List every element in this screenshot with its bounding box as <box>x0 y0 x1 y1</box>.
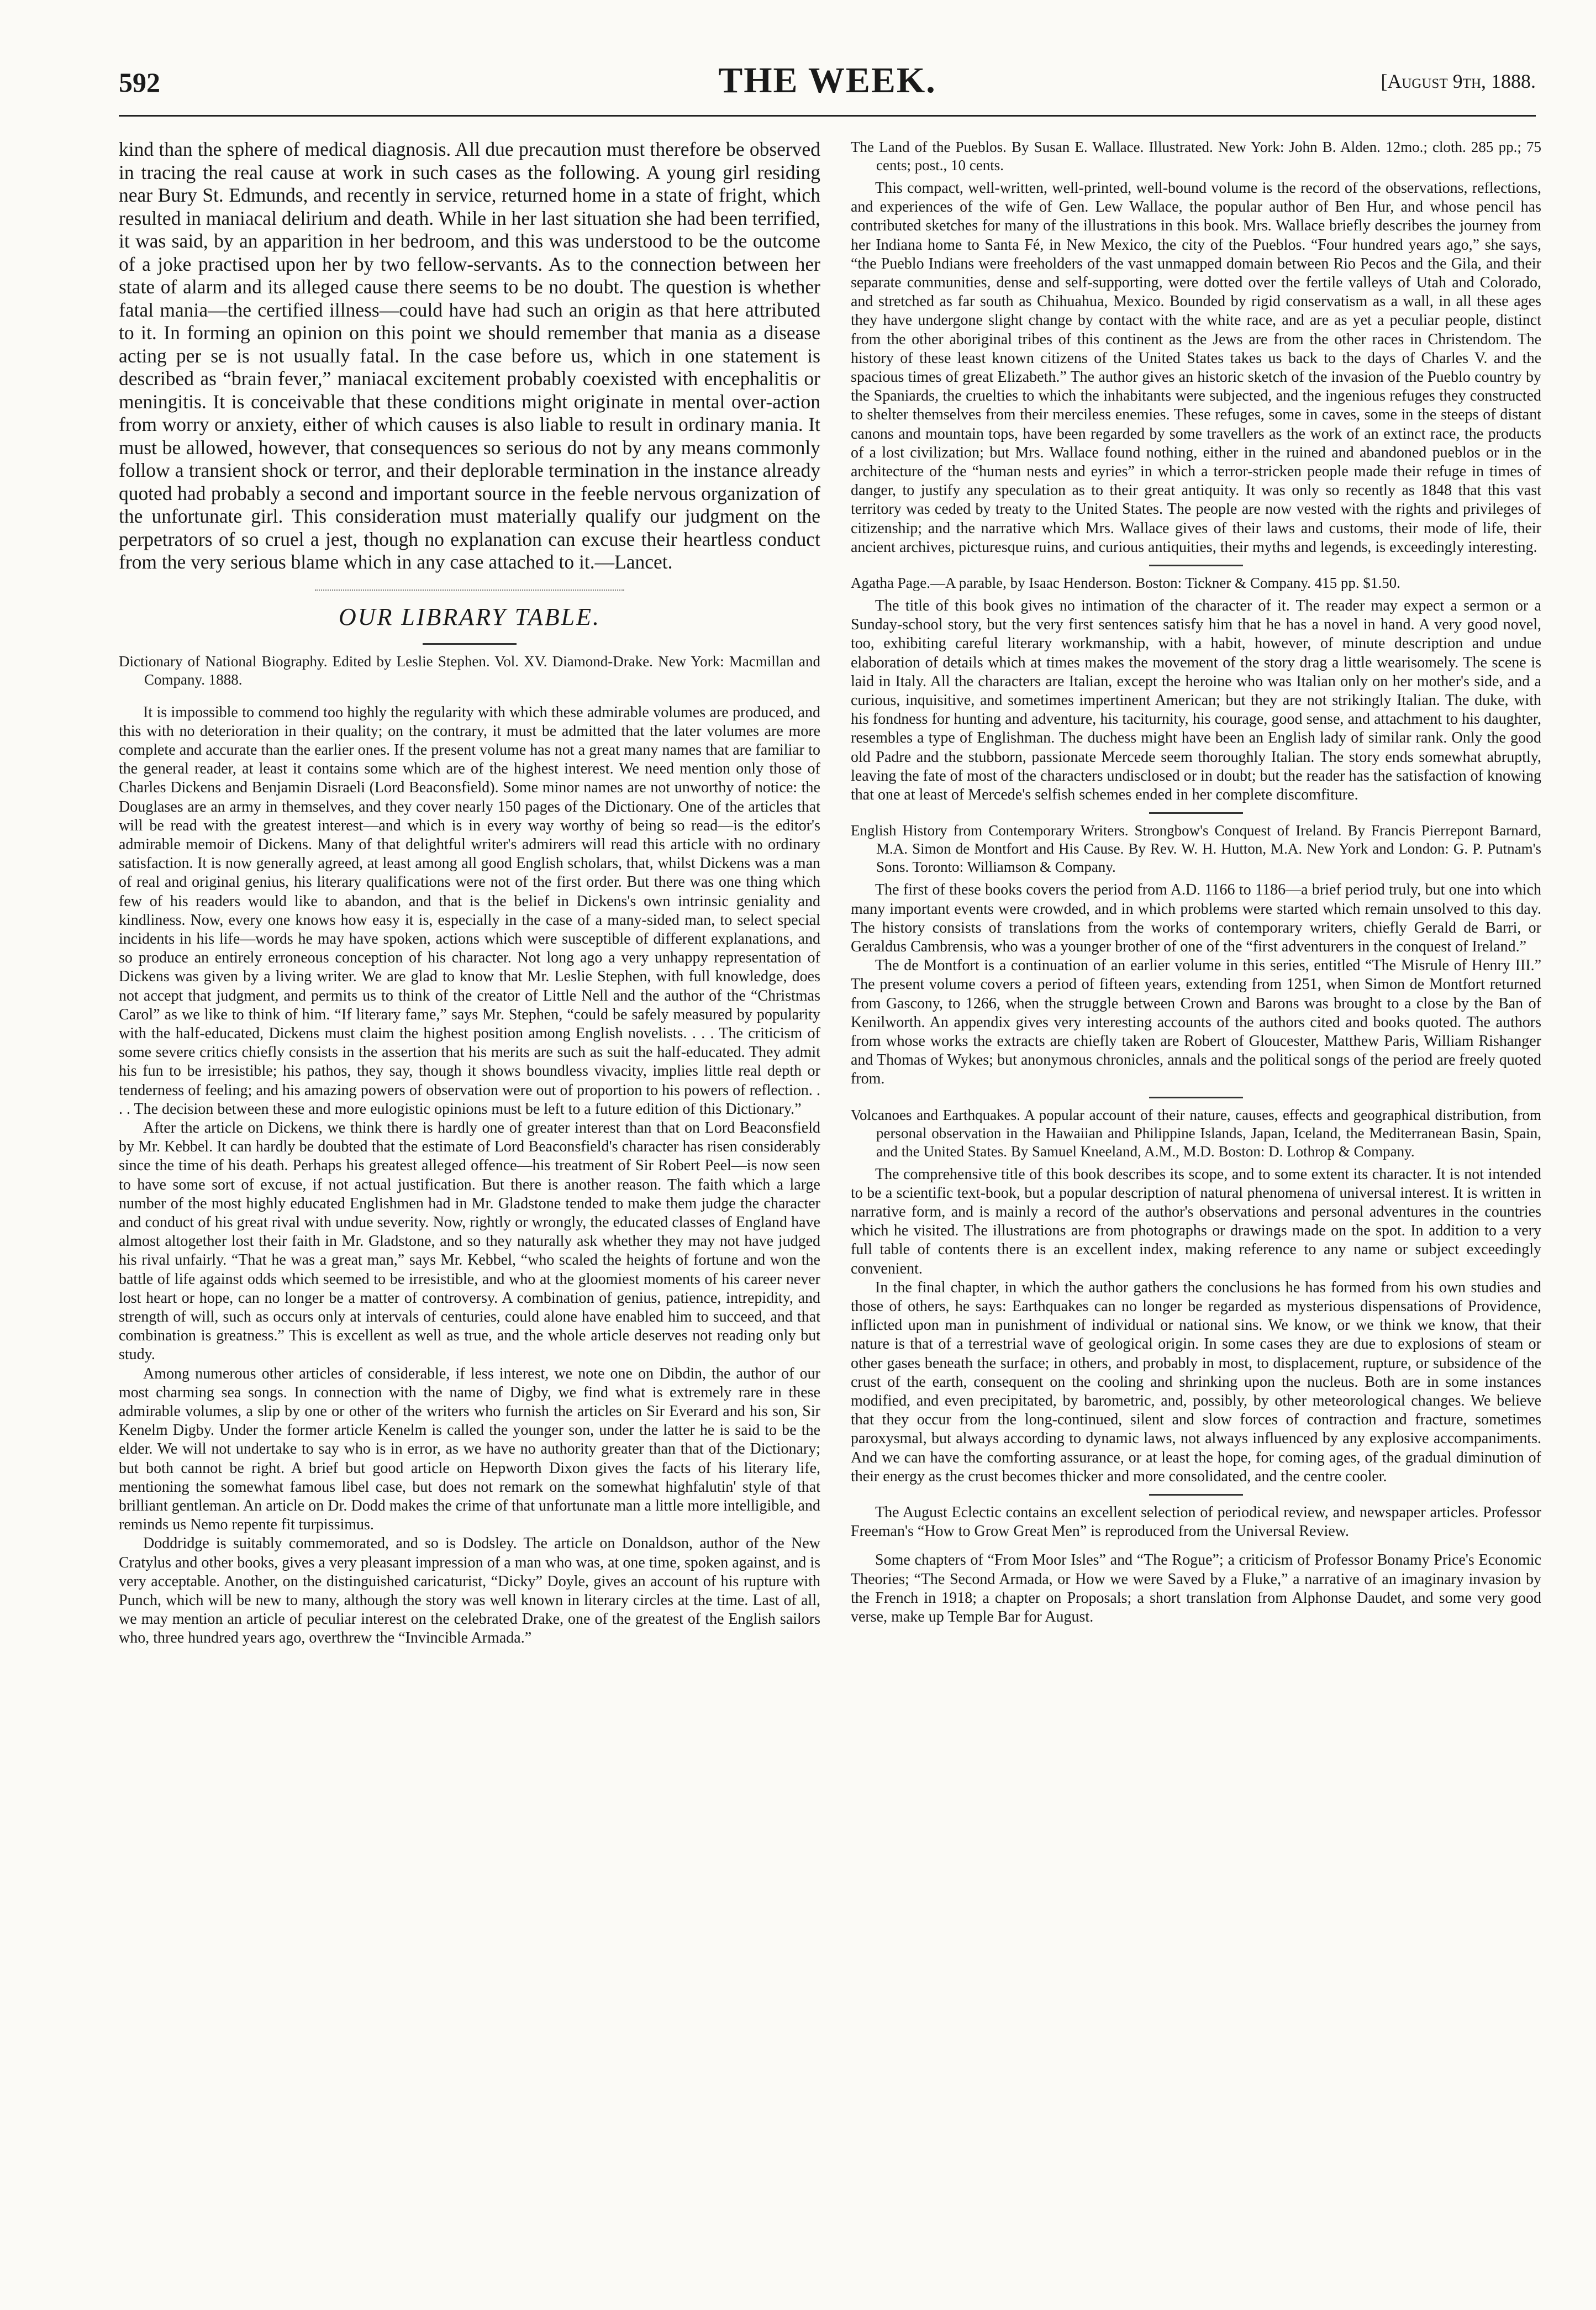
masthead: THE WEEK. <box>718 60 936 101</box>
issue-date: [August 9th, 1888. <box>1381 70 1536 92</box>
review-paragraph: After the article on Dickens, we think there is hardly one of greater interest than that on Lord Beaconsfield by Mr. Kebbel. It can hardly be doubted that the estimate of Lord Beaconsfield's character has risen considerably since the time of his death. Perhaps his greatest alleged offence—his treatment of Sir Robert Peel—is now seen to have some sort of excuse, if not actual justification. But there is another reason. The faith which a large number of the most highly educated Englishmen had in Mr. Gladstone tended to make them judge the character and conduct of his great rival with undue severity. Now, rightly or wrongly, the educated classes of England have almost altogether lost their faith in Mr. Gladstone, and so they naturally ask whether they may not have judged his rival unfairly. “That he was a great man,” says Mr. Kebbel, “who scaled the heights of fortune and won the battle of life against odds which seemed to be irresistible, and who at the gloomiest moments of his career never lost heart or hope, can no longer be a matter of controversy. A combination of genius, patience, intrepidity, and strength of will, such as occurs only at intervals of centuries, could alone have enabled him to succeed, and that combination is greatness.” This is excellent as well as true, and the whole article deserves not reading only but study. <box>119 1119 820 1364</box>
review-heading: Dictionary of National Biography. Edited by Leslie Stephen. Vol. XV. Diamond-Drake. New York: Macmillan and Company. 1888. <box>119 653 820 688</box>
review-paragraph: The first of these books covers the period from A.D. 1166 to 1186—a brief period truly, but one into which many important events were crowded, and in which problems were started which remain unsolved to this day. The history consists of translations from the works of contemporary writers, chiefly Gerald de Barri, or Geraldus Cambrensis, who was a younger brother of one of the “first adventurers in the conquest of Ireland.” <box>851 881 1541 955</box>
review-paragraph: This compact, well-written, well-printed, well-bound volume is the record of the observations, reflections, and experiences of the wife of Gen. Lew Wallace, the popular author of Ben Hur, and whose pencil has contributed sketches for many of the illustrations in this book. Mrs. Wallace briefly describes the journey from her Indiana home to Santa Fé, in New Mexico, the city of the Pueblos. “Four hundred years ago,” she says, “the Pueblo Indians were freeholders of the vast unmapped domain between Rio Pecos and the Gila, and their separate communities, dense and self-supporting, were dotted over the fertile valleys of Utah and Colorado, and stretched as far south as Chihuahua, Mexico. Bounded by rigid conservatism as a wall, in all these ages they have undergone slight change by contact with the white race, and are as yet a peculiar people, distinct from the other aboriginal tribes of this continent as the Jews are from the other races in Christendom. The history of these least known citizens of the United States takes us back to the days of Charles V. and the spacious times of great Elizabeth.” The author gives an historic sketch of the invasion of the Pueblo country by the Spaniards, the cruelties to which the inhabitants were subjected, and the ingenious refuges they constructed to shelter themselves from their merciless enemies. These refuges, some in caves, some in the steeps of distant canons and mountain tops, have been regarded by some travellers as the work of an extinct race, the products of a lost civilization; but Mrs. Wallace found nothing, either in the ruined and abandoned pueblos or in the architecture of the “human nests and eyries” in which a terror-stricken people made their refuge in times of danger, to justify any speculation as to their great antiquity. It was only so recently as 1848 that this vast territory was ceded by treaty to the United States. The people are now vested with the rights and privileges of citizenship; and the narrative which Mrs. Wallace gives of their laws and customs, their mode of life, their ancient archives, picturesque ruins, and curious antiquities, their myths and legends, is exceedingly interesting. <box>851 180 1541 556</box>
review-paragraph: The comprehensive title of this book describes its scope, and to some extent its character. It is not intended to be a scientific text-book, but a popular description of natural phenomena of universal interest. It is written in narrative form, and is mainly a record of the author's observations and personal adventures in the countries which he visited. The illustrations are from photographs or drawings made on the spot. In addition to a very full table of contents there is an excellent index, making reference to any name or subject exceedingly convenient. <box>851 1165 1541 1277</box>
review-paragraph: It is impossible to commend too highly the regularity with which these admirable volumes are produced, and this with no deterioration in their quality; on the contrary, it must be admitted that the later volumes are more complete and accurate than the earlier ones. If the present volume has not a great many names that are familiar to the general reader, at least it contains some which are of the highest interest. We need mention only those of Charles Dickens and Benjamin Disraeli (Lord Beaconsfield). Some minor names are not unworthy of notice: the Douglases are an army in themselves, and they cover nearly 150 pages of the Dictionary. One of the articles that will be read with the greatest interest—and which is in every way worthy of being so read—is the editor's admirable memoir of Dickens. Many of that delightful writer's admirers will read this article with no ordinary satisfaction. It is now generally agreed, at least among all good English scholars, that, whilst Dickens was a man of real and original genius, his literary qualifications were not of the first order. But there was one thing which few of his readers would like to abandon, and that is the belief in Dickens's own intrinsic geniality and kindliness. Now, every one knows how easy it is, especially in the case of a many-sided man, to select special incidents in his life—words he may have spoken, actions which were susceptible of different explanations, and so produce an entirely erroneous conception of his character. Not long ago a very unhappy representation of Dickens was given by a living writer. We are glad to know that Mr. Leslie Stephen, with full knowledge, does not accept that judgment, and permits us to think of the creator of Little Nell and the author of the “Christmas Carol” as we like to think of him. “If literary fame,” says Mr. Stephen, “could be safely measured by popularity with the half-educated, Dickens must claim the highest position among English novelists. . . . The criticism of some severe critics chiefly consists in the assertion that his merits are such as suit the half-educated. They admit his fun to be irresistible; his pathos, they say, though it shows boundless vivacity, implies little real depth or tenderness of feeling; and his amazing powers of observation were out of proportion to his powers of reflection. . . . The decision between these and more eulogistic opinions must be left to a future edition of this Dictionary.” <box>119 703 820 1118</box>
divider <box>315 590 624 591</box>
divider <box>423 643 517 645</box>
divider <box>1149 1494 1243 1496</box>
review-heading: The Land of the Pueblos. By Susan E. Wallace. Illustrated. New York: John B. Alden. 12mo.; cloth. 285 pp.; 75 cents; post., 10 cents. <box>851 139 1541 173</box>
magazine-note: Some chapters of “From Moor Isles” and “The Rogue”; a criticism of Professor Bonamy Price's Economic Theories; “The Second Armada, or How we were Saved by a Fluke,” a narrative of an imaginary invasion by the French in 1918; a chapter on Proposals; a short translation from Alphonse Daudet, and some very good verse, make up Temple Bar for August. <box>851 1551 1541 1625</box>
divider <box>1149 812 1243 814</box>
divider <box>1149 1097 1243 1098</box>
magazine-note: The August Eclectic contains an excellent selection of periodical review, and newspaper articles. Professor Freeman's “How to Grow Great Men” is reproduced from the Universal Review. <box>851 1503 1541 1540</box>
left-column <box>119 138 820 1648</box>
review-paragraph: Doddridge is suitably commemorated, and so is Dodsley. The article on Donaldson, author of the New Cratylus and other books, gives a very pleasant impression of a man who was, at one time, spoken against, and is very acceptable. Another, on the distinguished caricaturist, “Dicky” Doyle, gives an account of his rupture with Punch, which will be new to many, although the story was well known in literary circles at the time. Last of all, we may mention an article of peculiar interest on the celebrated Drake, one of the greatest of the English sailors who, three hundred years ago, overthrew the “Invincible Armada.” <box>119 1535 820 1647</box>
review-heading: English History from Contemporary Writers. Strongbow's Conquest of Ireland. By Francis Pierrepont Barnard, M.A. Simon de Montfort and His Cause. By Rev. W. H. Hutton, M.A. New York and London: G. P. Putnam's Sons. Toronto: Williamson & Company. <box>851 822 1541 876</box>
divider <box>1149 565 1243 566</box>
page-number: 592 <box>119 67 160 98</box>
page-header <box>119 60 1536 104</box>
lead-article-text: kind than the sphere of medical diagnosis. All due precaution must therefore be observed in tracing the real cause at work in such cases as the following. A young girl residing near Bury St. Edmunds, and recently in service, returned home in a state of fright, which resulted in maniacal delirium and death. While in her last situation she had been terrified, it was said, by an apparition in her bedroom, and this was understood to be the outcome of a joke practised upon her by two fellow-servants. As to the connection between her state of alarm and its alleged cause there seems to be no doubt. The question is whether fatal mania—the certified illness—could have had such an origin as that here attributed to it. In forming an opinion on this point we should remember that mania as a disease acting per se is not usually fatal. In the case before us, which in one statement is described as “brain fever,” maniacal excitement probably coexisted with encephalitis or meningitis. It is conceivable that these conditions might originate in mental over-action from worry or anxiety, either of which causes is also liable to result in ordinary mania. It must be allowed, however, that consequences so serious do not by any means commonly follow a transient shock or terror, and their deplorable termination in the instance already quoted had probably a second and important source in the feeble nervous organization of the unfortunate girl. This consideration must materially qualify our judgment on the perpetrators of so cruel a jest, though no explanation can excuse their heartless conduct from the very serious blame which in any case attached to it.—Lancet. <box>119 138 820 573</box>
right-column <box>851 138 1541 1627</box>
review-paragraph: Among numerous other articles of considerable, if less interest, we note one on Dibdin, the author of our most charming sea songs. In connection with the name of Digby, we find what is extremely rare in these admirable volumes, a slip by one or other of the writers who furnish the articles on Sir Everard and his son, Sir Kenelm Digby. Under the former article Kenelm is called the younger son, under the latter he is said to be the elder. We will not undertake to say who is in error, as we have no authority greater than that of the Dictionary; but both cannot be right. A brief but good article on Hepworth Dixon gives the facts of his literary life, mentioning the somewhat famous libel case, but does not remark on the somewhat highfalutin' style of that brilliant gentleman. An article on Dr. Dodd makes the crime of that unfortunate man a little more intelligible, and reminds us Nemo repente fit turpissimus. <box>119 1365 820 1534</box>
review-paragraph: The title of this book gives no intimation of the character of it. The reader may expect a sermon or a Sunday-school story, but the very first sentences satisfy him that he has a novel in hand. A very good novel, too, exhibiting careful literary workmanship, with a habit, however, of minute description and undue elaboration of details which at times makes the movement of the story drag a little wearisomely. The scene is laid in Italy. All the characters are Italian, except the heroine who was Italian only on her mother's side, and a curious, inquisitive, and sometimes impertinent American; but they are not strikingly Italian. The duke, with his fondness for hunting and adventure, his taciturnity, his courage, good sense, and attachment to his daughter, resembles a type of Englishman. The duchess might have been an English lady of similar rank. Only the good old Padre and the stubborn, passionate Mercede seem thoroughly Italian. The story ends somewhat abruptly, leaving the fate of most of the characters undisclosed or in doubt; but the reader has the satisfaction of knowing that one at least of Mercede's selfish schemes ended in her complete discomfiture. <box>851 597 1541 804</box>
header-rule <box>119 115 1536 117</box>
review-paragraph: In the final chapter, in which the author gathers the conclusions he has formed from his own studies and those of others, he says: Earthquakes can no longer be regarded as mysterious dispensations of Providence, inflicted upon man in punishment of individual or national sins. We know, or we think we know, that their nature is that of a terrestrial wave of geological origin. In some cases they are due to explosions of steam or other gases beneath the surface; in others, and probably in most, to displacement, rupture, or subsidence of the crust of the earth, consequent on the cooling and shrinking upon the nucleus. Both are in some instances modified, and even precipitated, by barometric, and, possibly, by other meteorological changes. We believe that they occur from the long-continued, silent and slow forces of contraction and fracture, sometimes paroxysmal, but always according to dynamic laws, not always influenced by any explosive accompaniments. And we can have the comforting assurance, or at least the hope, for coming ages, of the gradual diminution of their energy as the crust becomes thicker and more consolidated, and the centre cooler. <box>851 1278 1541 1485</box>
review-heading: Agatha Page.—A parable, by Isaac Henderson. Boston: Tickner & Company. 415 pp. $1.50. <box>851 575 1400 592</box>
review-paragraph: The de Montfort is a continuation of an earlier volume in this series, entitled “The Misrule of Henry III.” The present volume covers a period of fifteen years, extending from 1251, when Simon de Montfort returned from Gascony, to 1266, when the struggle between Crown and Barons was brought to a close by the Ban of Kenilworth. An appendix gives very interesting accounts of the authors cited and books quoted. The authors from whose works the extracts are chiefly taken are Robert of Gloucester, Matthew Paris, William Rishanger and Thomas of Wykes; but anonymous chronicles, annals and the political songs of the period are freely quoted from. <box>851 957 1541 1088</box>
review-heading: Volcanoes and Earthquakes. A popular account of their nature, causes, effects and geographical distribution, from personal observation in the Hawaiian and Philippine Islands, Japan, Iceland, the Mediterranean Basin, Spain, and the United States. By Samuel Kneeland, A.M., M.D. Boston: D. Lothrop & Company. <box>851 1106 1541 1160</box>
section-title: OUR LIBRARY TABLE. <box>338 603 601 630</box>
